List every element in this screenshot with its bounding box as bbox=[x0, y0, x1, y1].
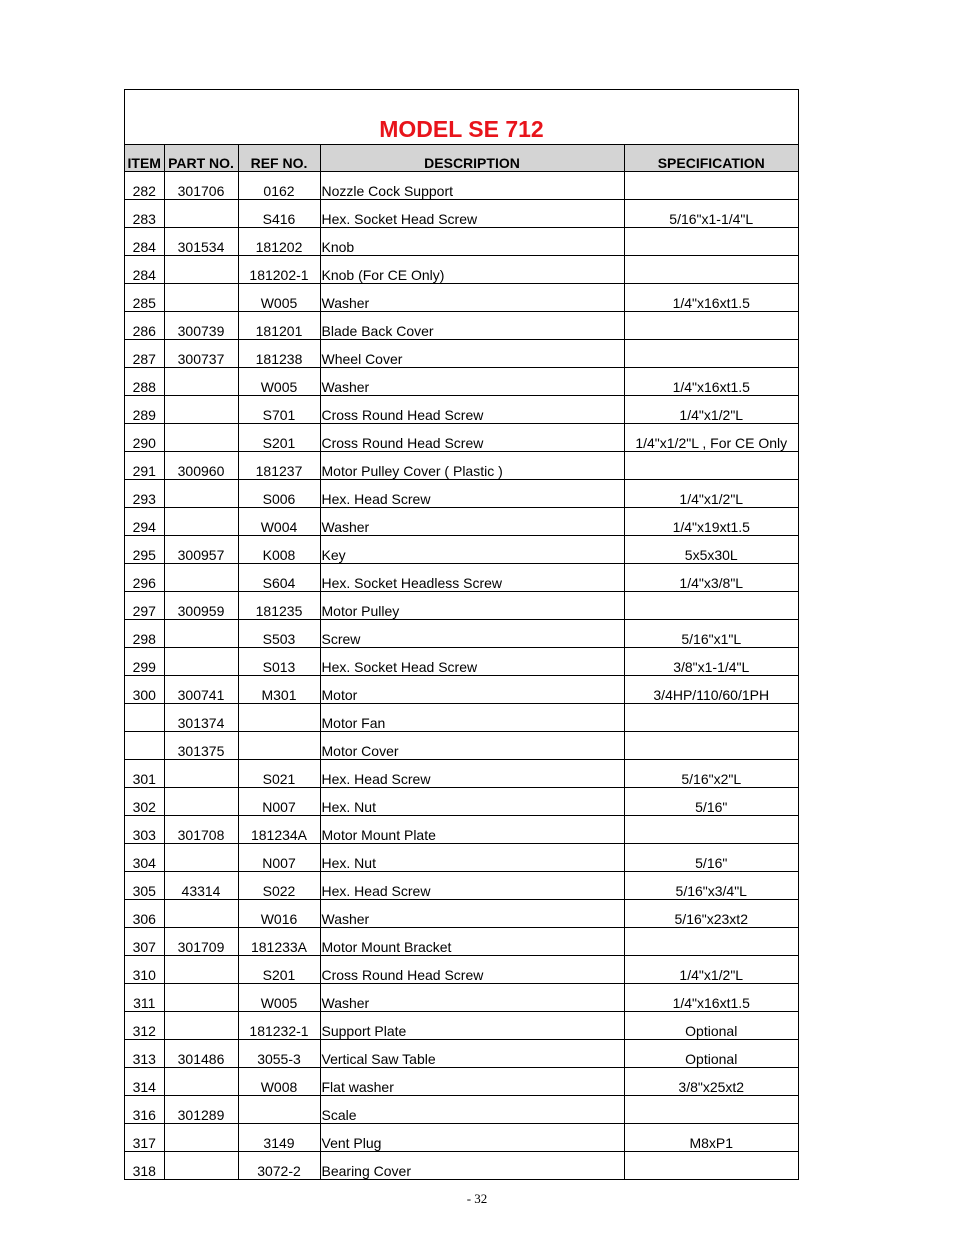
cell-item: 305 bbox=[125, 872, 164, 900]
cell-ref-no: S604 bbox=[238, 564, 320, 592]
cell-ref-no: 181233A bbox=[238, 928, 320, 956]
page-number: - 32 bbox=[466, 1191, 488, 1206]
cell-specification bbox=[624, 228, 798, 256]
cell-specification: 3/8"x25xt2 bbox=[624, 1068, 798, 1096]
cell-item: 291 bbox=[125, 452, 164, 480]
cell-item: 304 bbox=[125, 844, 164, 872]
cell-description: Hex. Socket Head Screw bbox=[320, 648, 624, 676]
cell-item: 317 bbox=[125, 1124, 164, 1152]
table-row bbox=[125, 564, 798, 592]
cell-ref-no: 181202 bbox=[238, 228, 320, 256]
header-item: ITEM bbox=[125, 145, 164, 172]
cell-item: 293 bbox=[125, 480, 164, 508]
cell-description: Blade Back Cover bbox=[320, 312, 624, 340]
cell-description: Washer bbox=[320, 368, 624, 396]
cell-description: Washer bbox=[320, 284, 624, 312]
header-part-no: PART NO. bbox=[164, 145, 238, 172]
cell-description: Knob (For CE Only) bbox=[320, 256, 624, 284]
cell-ref-no: 181201 bbox=[238, 312, 320, 340]
table-row bbox=[125, 480, 798, 508]
cell-part-no: 300739 bbox=[164, 312, 238, 340]
cell-specification bbox=[624, 816, 798, 844]
cell-item: 301 bbox=[125, 760, 164, 788]
cell-specification: 5/16"x2"L bbox=[624, 760, 798, 788]
header-description: DESCRIPTION bbox=[320, 145, 624, 172]
cell-ref-no: W005 bbox=[238, 984, 320, 1012]
cell-description: Scale bbox=[320, 1096, 624, 1124]
table-row bbox=[125, 1152, 798, 1180]
cell-part-no: 301375 bbox=[164, 732, 238, 760]
cell-description: Vent Plug bbox=[320, 1124, 624, 1152]
table-row bbox=[125, 648, 798, 676]
cell-item: 286 bbox=[125, 312, 164, 340]
cell-item bbox=[125, 732, 164, 760]
cell-part-no bbox=[164, 1068, 238, 1096]
table-row bbox=[125, 200, 798, 228]
cell-part-no bbox=[164, 396, 238, 424]
cell-ref-no: N007 bbox=[238, 788, 320, 816]
table-row bbox=[125, 1096, 798, 1124]
cell-part-no bbox=[164, 620, 238, 648]
table-row bbox=[125, 228, 798, 256]
table-row bbox=[125, 1124, 798, 1152]
cell-ref-no: W016 bbox=[238, 900, 320, 928]
cell-item: 307 bbox=[125, 928, 164, 956]
cell-ref-no: 181238 bbox=[238, 340, 320, 368]
cell-specification: 1/4"x1/2"L bbox=[624, 956, 798, 984]
cell-part-no: 301708 bbox=[164, 816, 238, 844]
cell-part-no bbox=[164, 564, 238, 592]
cell-description: Motor bbox=[320, 676, 624, 704]
cell-part-no bbox=[164, 1152, 238, 1180]
cell-ref-no: 0162 bbox=[238, 172, 320, 200]
parts-list-table-frame bbox=[124, 89, 799, 1180]
cell-part-no bbox=[164, 508, 238, 536]
cell-description: Hex. Head Screw bbox=[320, 760, 624, 788]
cell-item: 290 bbox=[125, 424, 164, 452]
cell-ref-no: 181202-1 bbox=[238, 256, 320, 284]
cell-ref-no: 181232-1 bbox=[238, 1012, 320, 1040]
table-row bbox=[125, 312, 798, 340]
cell-item: 318 bbox=[125, 1152, 164, 1180]
cell-item: 296 bbox=[125, 564, 164, 592]
cell-part-no: 301534 bbox=[164, 228, 238, 256]
cell-description: Motor Fan bbox=[320, 704, 624, 732]
cell-specification bbox=[624, 1152, 798, 1180]
cell-description: Cross Round Head Screw bbox=[320, 396, 624, 424]
cell-part-no bbox=[164, 1124, 238, 1152]
cell-specification: 1/4"x3/8"L bbox=[624, 564, 798, 592]
cell-ref-no: S201 bbox=[238, 956, 320, 984]
cell-item: 316 bbox=[125, 1096, 164, 1124]
cell-ref-no: W004 bbox=[238, 508, 320, 536]
cell-ref-no bbox=[238, 732, 320, 760]
cell-part-no bbox=[164, 648, 238, 676]
header-specification: SPECIFICATION bbox=[624, 145, 798, 172]
cell-description: Hex. Nut bbox=[320, 844, 624, 872]
cell-description: Knob bbox=[320, 228, 624, 256]
cell-part-no bbox=[164, 788, 238, 816]
cell-ref-no: K008 bbox=[238, 536, 320, 564]
cell-part-no: 301374 bbox=[164, 704, 238, 732]
table-row bbox=[125, 508, 798, 536]
cell-description: Hex. Socket Headless Screw bbox=[320, 564, 624, 592]
cell-specification: 1/4"x1/2"L bbox=[624, 480, 798, 508]
cell-ref-no: S021 bbox=[238, 760, 320, 788]
cell-ref-no: W008 bbox=[238, 1068, 320, 1096]
cell-ref-no: S022 bbox=[238, 872, 320, 900]
cell-description: Flat washer bbox=[320, 1068, 624, 1096]
cell-item: 313 bbox=[125, 1040, 164, 1068]
cell-item: 288 bbox=[125, 368, 164, 396]
cell-description: Nozzle Cock Support bbox=[320, 172, 624, 200]
table-row bbox=[125, 872, 798, 900]
table-row bbox=[125, 172, 798, 200]
cell-item: 287 bbox=[125, 340, 164, 368]
header-ref-no: REF NO. bbox=[238, 145, 320, 172]
cell-item: 299 bbox=[125, 648, 164, 676]
cell-item: 295 bbox=[125, 536, 164, 564]
cell-specification: 3/8"x1-1/4"L bbox=[624, 648, 798, 676]
cell-ref-no: S701 bbox=[238, 396, 320, 424]
cell-specification bbox=[624, 452, 798, 480]
cell-specification bbox=[624, 732, 798, 760]
cell-ref-no: S201 bbox=[238, 424, 320, 452]
cell-specification: 3/4HP/110/60/1PH bbox=[624, 676, 798, 704]
cell-specification: 1/4"x16xt1.5 bbox=[624, 284, 798, 312]
cell-specification: 1/4"x19xt1.5 bbox=[624, 508, 798, 536]
cell-item: 311 bbox=[125, 984, 164, 1012]
cell-description: Wheel Cover bbox=[320, 340, 624, 368]
cell-part-no: 301706 bbox=[164, 172, 238, 200]
cell-item: 312 bbox=[125, 1012, 164, 1040]
cell-item: 297 bbox=[125, 592, 164, 620]
table-row bbox=[125, 1040, 798, 1068]
table-row bbox=[125, 816, 798, 844]
cell-description: Motor Pulley Cover ( Plastic ) bbox=[320, 452, 624, 480]
cell-specification: 5/16" bbox=[624, 788, 798, 816]
cell-ref-no bbox=[238, 1096, 320, 1124]
cell-ref-no bbox=[238, 704, 320, 732]
cell-specification: 5/16"x3/4"L bbox=[624, 872, 798, 900]
cell-specification bbox=[624, 256, 798, 284]
table-row bbox=[125, 928, 798, 956]
table-body bbox=[125, 172, 798, 1180]
table-row bbox=[125, 844, 798, 872]
table-row bbox=[125, 956, 798, 984]
parts-table bbox=[125, 145, 798, 1179]
cell-description: Key bbox=[320, 536, 624, 564]
cell-part-no: 300957 bbox=[164, 536, 238, 564]
table-row bbox=[125, 788, 798, 816]
cell-item: 284 bbox=[125, 256, 164, 284]
cell-ref-no: 181235 bbox=[238, 592, 320, 620]
cell-specification bbox=[624, 172, 798, 200]
cell-item: 294 bbox=[125, 508, 164, 536]
cell-ref-no: M301 bbox=[238, 676, 320, 704]
cell-part-no: 301486 bbox=[164, 1040, 238, 1068]
cell-item: 306 bbox=[125, 900, 164, 928]
cell-part-no bbox=[164, 984, 238, 1012]
header-row bbox=[125, 145, 798, 172]
cell-part-no bbox=[164, 200, 238, 228]
table-row bbox=[125, 1012, 798, 1040]
cell-description: Motor Pulley bbox=[320, 592, 624, 620]
cell-description: Hex. Socket Head Screw bbox=[320, 200, 624, 228]
table-row bbox=[125, 732, 798, 760]
cell-description: Cross Round Head Screw bbox=[320, 424, 624, 452]
cell-specification bbox=[624, 1096, 798, 1124]
cell-ref-no: 181237 bbox=[238, 452, 320, 480]
cell-specification: 5/16"x1"L bbox=[624, 620, 798, 648]
cell-specification: Optional bbox=[624, 1012, 798, 1040]
table-row bbox=[125, 676, 798, 704]
table-row bbox=[125, 536, 798, 564]
cell-description: Washer bbox=[320, 984, 624, 1012]
title-row bbox=[125, 90, 798, 145]
cell-ref-no: N007 bbox=[238, 844, 320, 872]
cell-specification: 5x5x30L bbox=[624, 536, 798, 564]
cell-ref-no: W005 bbox=[238, 368, 320, 396]
cell-specification: 5/16" bbox=[624, 844, 798, 872]
cell-part-no bbox=[164, 956, 238, 984]
cell-part-no bbox=[164, 368, 238, 396]
cell-item: 298 bbox=[125, 620, 164, 648]
table-row bbox=[125, 256, 798, 284]
cell-description: Hex. Nut bbox=[320, 788, 624, 816]
cell-ref-no: S006 bbox=[238, 480, 320, 508]
cell-item: 285 bbox=[125, 284, 164, 312]
cell-part-no bbox=[164, 760, 238, 788]
cell-item bbox=[125, 704, 164, 732]
table-row bbox=[125, 284, 798, 312]
cell-specification: 5/16"x23xt2 bbox=[624, 900, 798, 928]
cell-item: 300 bbox=[125, 676, 164, 704]
cell-ref-no: W005 bbox=[238, 284, 320, 312]
cell-specification bbox=[624, 928, 798, 956]
cell-description: Screw bbox=[320, 620, 624, 648]
cell-part-no: 300737 bbox=[164, 340, 238, 368]
cell-item: 283 bbox=[125, 200, 164, 228]
table-row bbox=[125, 760, 798, 788]
table-row bbox=[125, 368, 798, 396]
table-row bbox=[125, 452, 798, 480]
cell-specification: Optional bbox=[624, 1040, 798, 1068]
cell-part-no: 301289 bbox=[164, 1096, 238, 1124]
table-row bbox=[125, 424, 798, 452]
cell-specification: 1/4"x1/2"L bbox=[624, 396, 798, 424]
cell-description: Motor Mount Plate bbox=[320, 816, 624, 844]
cell-part-no bbox=[164, 900, 238, 928]
cell-part-no: 43314 bbox=[164, 872, 238, 900]
table-row bbox=[125, 592, 798, 620]
cell-ref-no: 3072-2 bbox=[238, 1152, 320, 1180]
cell-part-no bbox=[164, 1012, 238, 1040]
cell-specification: 1/4"x1/2"L , For CE Only bbox=[624, 424, 798, 452]
model-title: MODEL SE 712 bbox=[379, 116, 544, 142]
cell-description: Washer bbox=[320, 508, 624, 536]
cell-description: Motor Mount Bracket bbox=[320, 928, 624, 956]
cell-description: Vertical Saw Table bbox=[320, 1040, 624, 1068]
cell-ref-no: S013 bbox=[238, 648, 320, 676]
cell-part-no bbox=[164, 844, 238, 872]
cell-specification: 1/4"x16xt1.5 bbox=[624, 984, 798, 1012]
cell-description: Cross Round Head Screw bbox=[320, 956, 624, 984]
cell-ref-no: 3055-3 bbox=[238, 1040, 320, 1068]
table-row bbox=[125, 704, 798, 732]
cell-item: 284 bbox=[125, 228, 164, 256]
cell-ref-no: 181234A bbox=[238, 816, 320, 844]
cell-specification: M8xP1 bbox=[624, 1124, 798, 1152]
table-row bbox=[125, 1068, 798, 1096]
cell-part-no: 300741 bbox=[164, 676, 238, 704]
cell-part-no: 300960 bbox=[164, 452, 238, 480]
cell-item: 282 bbox=[125, 172, 164, 200]
cell-description: Bearing Cover bbox=[320, 1152, 624, 1180]
cell-part-no: 301709 bbox=[164, 928, 238, 956]
cell-specification bbox=[624, 592, 798, 620]
cell-description: Washer bbox=[320, 900, 624, 928]
cell-description: Hex. Head Screw bbox=[320, 480, 624, 508]
cell-item: 302 bbox=[125, 788, 164, 816]
cell-specification: 1/4"x16xt1.5 bbox=[624, 368, 798, 396]
cell-part-no: 300959 bbox=[164, 592, 238, 620]
cell-item: 310 bbox=[125, 956, 164, 984]
cell-description: Hex. Head Screw bbox=[320, 872, 624, 900]
table-row bbox=[125, 340, 798, 368]
cell-item: 289 bbox=[125, 396, 164, 424]
table-row bbox=[125, 620, 798, 648]
cell-item: 303 bbox=[125, 816, 164, 844]
cell-specification bbox=[624, 340, 798, 368]
cell-ref-no: 3149 bbox=[238, 1124, 320, 1152]
table-row bbox=[125, 984, 798, 1012]
cell-description: Motor Cover bbox=[320, 732, 624, 760]
cell-specification bbox=[624, 312, 798, 340]
cell-description: Support Plate bbox=[320, 1012, 624, 1040]
cell-specification: 5/16"x1-1/4"L bbox=[624, 200, 798, 228]
cell-part-no bbox=[164, 256, 238, 284]
cell-specification bbox=[624, 704, 798, 732]
table-row bbox=[125, 900, 798, 928]
cell-ref-no: S416 bbox=[238, 200, 320, 228]
cell-part-no bbox=[164, 284, 238, 312]
cell-part-no bbox=[164, 424, 238, 452]
table-row bbox=[125, 396, 798, 424]
cell-item: 314 bbox=[125, 1068, 164, 1096]
cell-ref-no: S503 bbox=[238, 620, 320, 648]
cell-part-no bbox=[164, 480, 238, 508]
